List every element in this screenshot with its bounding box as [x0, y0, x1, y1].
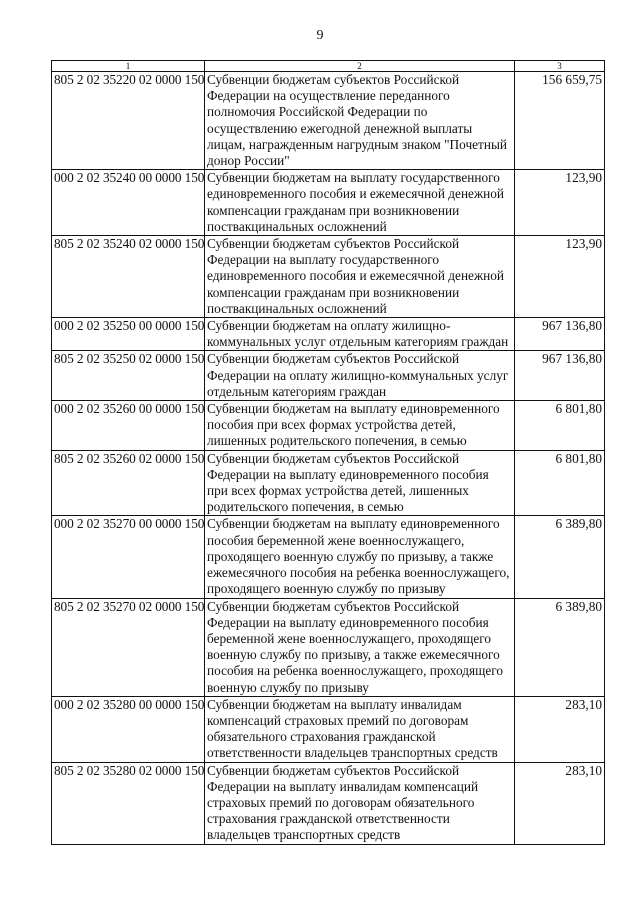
- cell-code: 805 2 02 35220 02 0000 150: [52, 72, 205, 170]
- header-row: [52, 61, 605, 72]
- cell-description: Субвенции бюджетам на оплату жилищно-коммунальных услуг отдельным категориям граждан: [205, 318, 515, 351]
- cell-code: 805 2 02 35260 02 0000 150: [52, 450, 205, 516]
- cell-code: 000 2 02 35240 00 0000 150: [52, 170, 205, 236]
- cell-amount: 967 136,80: [515, 318, 605, 351]
- budget-table: [51, 60, 605, 845]
- cell-amount: 283,10: [515, 762, 605, 844]
- table-row: [52, 318, 605, 351]
- cell-description: Субвенции бюджетам субъектов Российской Федерации на выплату инвалидам компенсаций страховых премий по договорам обязательного страхования гражданской ответственности владельцев транспортных средств: [205, 762, 515, 844]
- cell-description: Субвенции бюджетам субъектов Российской Федерации на осуществление переданного полномочия Российской Федерации по осуществлению ежегодной денежной выплаты лицам, награжденным нагрудным знаком "Почетный донор России": [205, 72, 515, 170]
- cell-amount: 123,90: [515, 236, 605, 318]
- cell-description: Субвенции бюджетам на выплату государственного единовременного пособия и ежемесячной денежной компенсации гражданам при возникновении поствакцинальных осложнений: [205, 170, 515, 236]
- cell-amount: 6 801,80: [515, 450, 605, 516]
- table-row: [52, 351, 605, 401]
- cell-code: 000 2 02 35260 00 0000 150: [52, 401, 205, 451]
- table-row: [52, 450, 605, 516]
- cell-amount: 123,90: [515, 170, 605, 236]
- cell-description: Субвенции бюджетам на выплату единовременного пособия беременной жене военнослужащего, проходящего военную службу по призыву, а также ежемесячного пособия на ребенка военнослужащего, проходящего военную службу по призыву: [205, 516, 515, 598]
- cell-amount: 156 659,75: [515, 72, 605, 170]
- page-number: 9: [316, 28, 324, 43]
- cell-description: Субвенции бюджетам субъектов Российской Федерации на выплату государственного единовременного пособия и ежемесячной денежной компенсации гражданам при возникновении поствакцинальных осложнений: [205, 236, 515, 318]
- cell-code: 805 2 02 35270 02 0000 150: [52, 598, 205, 696]
- cell-amount: 6 801,80: [515, 401, 605, 451]
- header-cell-description: 2: [205, 61, 515, 72]
- cell-amount: 967 136,80: [515, 351, 605, 401]
- table-row: [52, 762, 605, 844]
- table-row: [52, 72, 605, 170]
- cell-amount: 283,10: [515, 696, 605, 762]
- cell-code: 805 2 02 35250 02 0000 150: [52, 351, 205, 401]
- cell-description: Субвенции бюджетам субъектов Российской Федерации на выплату единовременного пособия беременной жене военнослужащего, проходящего военную службу по призыву, а также ежемесячного пособия на ребенка военнослужащего, проходящего военную службу по призыву: [205, 598, 515, 696]
- cell-code: 000 2 02 35250 00 0000 150: [52, 318, 205, 351]
- cell-amount: 6 389,80: [515, 516, 605, 598]
- cell-code: 000 2 02 35270 00 0000 150: [52, 516, 205, 598]
- cell-description: Субвенции бюджетам субъектов Российской Федерации на оплату жилищно-коммунальных услуг отдельным категориям граждан: [205, 351, 515, 401]
- table-row: [52, 598, 605, 696]
- table-row: [52, 696, 605, 762]
- cell-code: 000 2 02 35280 00 0000 150: [52, 696, 205, 762]
- header-cell-code: 1: [52, 61, 205, 72]
- cell-amount: 6 389,80: [515, 598, 605, 696]
- table-row: [52, 401, 605, 451]
- table-row: [52, 236, 605, 318]
- table-row: [52, 516, 605, 598]
- cell-code: 805 2 02 35280 02 0000 150: [52, 762, 205, 844]
- table-row: [52, 170, 605, 236]
- cell-description: Субвенции бюджетам на выплату инвалидам компенсаций страховых премий по договорам обязательного страхования гражданской ответственности владельцев транспортных средств: [205, 696, 515, 762]
- cell-code: 805 2 02 35240 02 0000 150: [52, 236, 205, 318]
- cell-description: Субвенции бюджетам на выплату единовременного пособия при всех формах устройства детей, лишенных родительского попечения, в семью: [205, 401, 515, 451]
- cell-description: Субвенции бюджетам субъектов Российской Федерации на выплату единовременного пособия при всех формах устройства детей, лишенных родительского попечения, в семью: [205, 450, 515, 516]
- header-cell-amount: 3: [515, 61, 605, 72]
